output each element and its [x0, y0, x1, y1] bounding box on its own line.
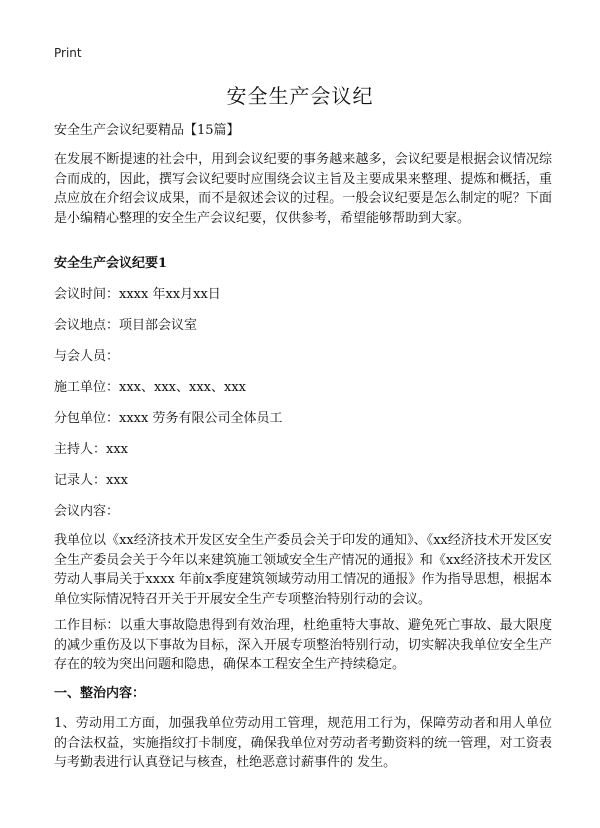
content-paragraph: 我单位以《xx经济技术开发区安全生产委员会关于印发的通知》、《xx经济技术开发区安全生产委员会关于今年以来建筑施工领域安全生产情况的通报》和《xx经济技术开发区劳动人事局关于xxxx 年前x季度建筑领域劳动用工情况的通报》作为指导思想，根据本单位实际情况特召开关于开展安全生产专项整治特别行动的会议。	[54, 533, 552, 607]
attendees-label: 与会人员：	[54, 349, 120, 364]
host: 主持人：xxx	[54, 442, 128, 457]
rectify-heading: 一、整治内容：	[54, 686, 146, 701]
goal-paragraph: 工作目标：以重大事故隐患得到有效治理，杜绝重特大事故、避免死亡事故、最大限度的减少重伤及以下事故为目标，深入开展专项整治特别行动，切实解决我单位安全生产存在的较为突出问题和隐患，确保本工程安全生产持续稳定。	[54, 618, 552, 672]
construction-unit: 施工单位：xxx、xxx、xxx、xxx	[54, 380, 246, 395]
meeting-time: 会议时间：xxxx 年xx月xx日	[54, 287, 221, 302]
content-label: 会议内容：	[54, 504, 120, 519]
print-label[interactable]: Print	[54, 46, 82, 60]
section-heading: 安全生产会议纪要1	[54, 256, 168, 271]
recorder: 记录人：xxx	[54, 473, 128, 488]
subcontract-unit: 分包单位：xxxx 劳务有限公司全体员工	[54, 411, 283, 426]
item1-paragraph: 1、劳动用工方面，加强我单位劳动用工管理，规范用工行为，保障劳动者和用人单位的合法权益，实施指纹打卡制度，确保我单位对劳动者考勤资料的统一管理，对工资表与考勤表进行认真登记与核查，杜绝恶意讨薪事件的 发生。	[54, 716, 552, 770]
page-title: 安全生产会议纪	[226, 84, 374, 108]
subtitle: 安全生产会议纪要精品【15篇】	[54, 123, 240, 138]
intro-paragraph: 在发展不断提速的社会中，用到会议纪要的事务越来越多，会议纪要是根据会议情况综合而成的，因此，撰写会议纪要时应围绕会议主旨及主要成果来整理、提炼和概括，重点应放在介绍会议成果，而不是叙述会议的过程。一般会议纪要是怎么制定的呢？下面是小编精心整理的安全生产会议纪要，仅供参考，希望能够帮助到大家。	[54, 152, 552, 226]
meeting-place: 会议地点：项目部会议室	[54, 318, 198, 333]
